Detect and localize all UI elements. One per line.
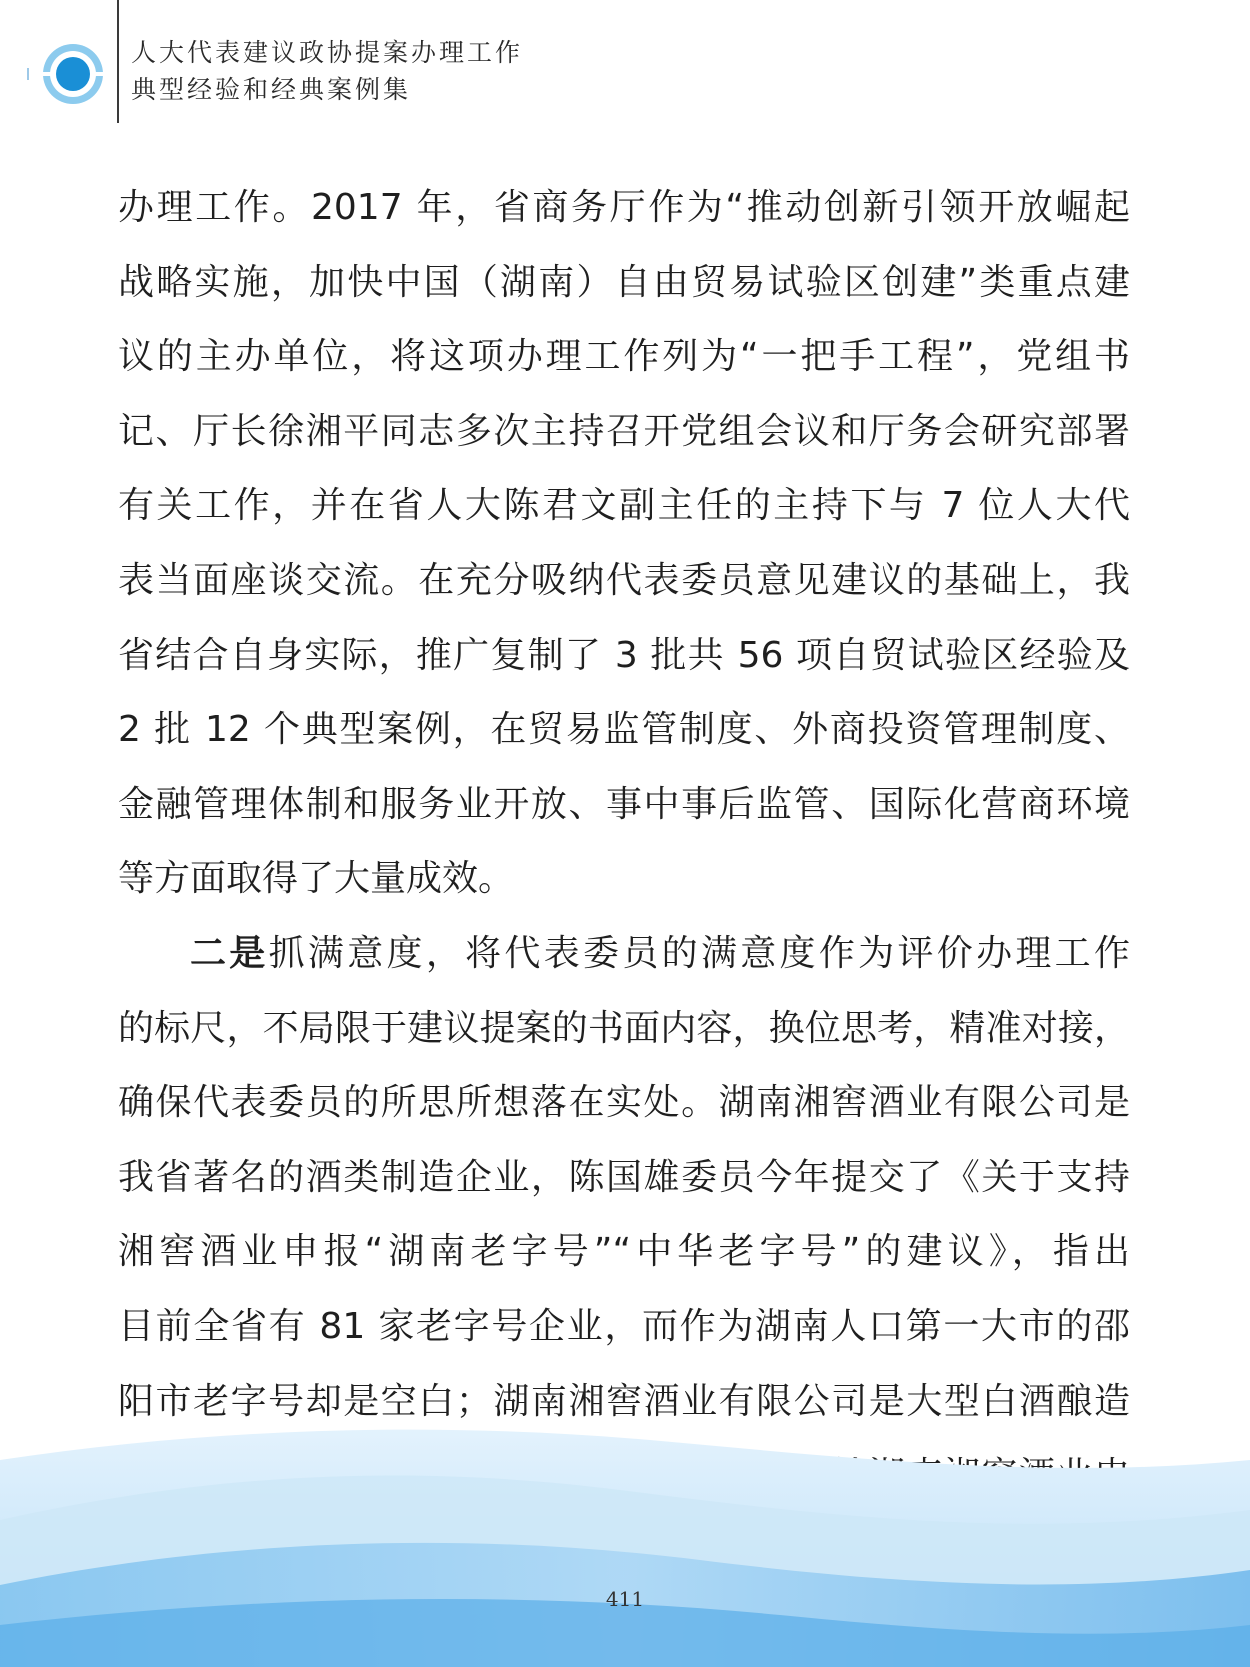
paragraph-lead: 二是 bbox=[190, 932, 269, 974]
header-divider bbox=[117, 0, 119, 123]
body-text bbox=[118, 171, 1130, 1514]
text-line: 2 批 12 个典型案例，在贸易监管制度、外商投资管理制度、 bbox=[118, 709, 1130, 751]
text-line: 议的主办单位，将这项办理工作列为“一把手工程”，党组书 bbox=[118, 336, 1130, 378]
text-line: 省结合自身实际，推广复制了 3 批共 56 项自贸试验区经验及 bbox=[118, 634, 1130, 676]
book-title-line2: 典型经验和经典案例集 bbox=[131, 75, 412, 104]
text-line: 金融管理体制和服务业开放、事中事后监管、国际化营商环境 bbox=[118, 783, 1130, 825]
text-line: 有关工作，并在省人大陈君文副主任的主持下与 7 位人大代 bbox=[118, 485, 1130, 527]
text-line: 记、厅长徐湘平同志多次主持召开党组会议和厅务会研究部署 bbox=[118, 410, 1130, 452]
text-line: 阳市老字号却是空白；湖南湘窖酒业有限公司是大型白酒酿造 bbox=[118, 1380, 1130, 1422]
logo-ring-icon bbox=[40, 41, 106, 107]
page-header bbox=[0, 0, 1250, 125]
text-line: 确保代表委员的所思所想落在实处。湖南湘窖酒业有限公司是 bbox=[118, 1082, 1130, 1124]
text-line: 湘窖酒业申报“湖南老字号”“中华老字号”的建议》，指出 bbox=[118, 1231, 1130, 1273]
text-line: 的标尺，不局限于建议提案的书面内容，换位思考，精准对接， bbox=[118, 1007, 1130, 1049]
paragraph-2-first-line-text: 抓满意度，将代表委员的满意度作为评价办理工作 bbox=[268, 932, 1130, 974]
book-title-line1: 人大代表建议政协提案办理工作 bbox=[131, 38, 524, 67]
text-line: 我省著名的酒类制造企业，陈国雄委员今年提交了《关于支持 bbox=[118, 1156, 1130, 1198]
text-line: 目前全省有 81 家老字号企业，而作为湖南人口第一大市的邵 bbox=[118, 1305, 1130, 1347]
text-line: 表当面座谈交流。在充分吸纳代表委员意见建议的基础上，我 bbox=[118, 559, 1130, 601]
text-line: 办理工作。2017 年，省商务厅作为“推动创新引领开放崛起 bbox=[118, 187, 1130, 228]
book-title bbox=[131, 34, 523, 108]
text-line: 等方面取得了大量成效。 bbox=[118, 858, 515, 900]
paragraph-2-first-line bbox=[118, 917, 1130, 992]
footer-wave-decoration bbox=[0, 1420, 1250, 1667]
page-number: 411 bbox=[605, 1587, 645, 1611]
header-tick-mark bbox=[27, 68, 29, 80]
text-line: 战略实施，加快中国（湖南）自由贸易试验区创建”类重点建 bbox=[118, 261, 1130, 303]
